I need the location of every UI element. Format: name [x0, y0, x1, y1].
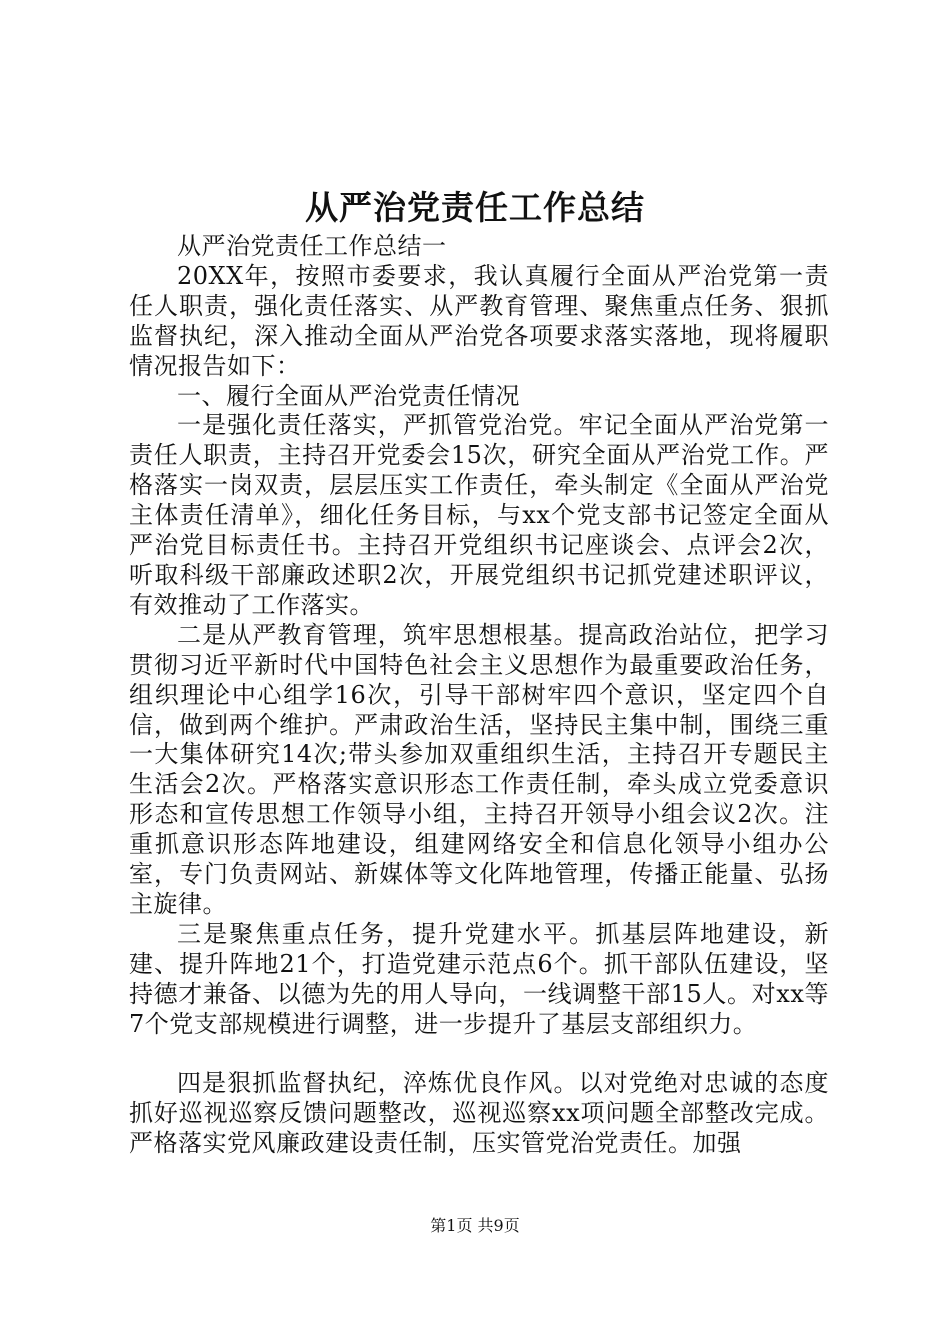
- paragraph-point-two: 二是从严教育管理，筑牢思想根基。提高政治站位，把学习贯彻习近平新时代中国特色社会主义思想作为最重要政治任务，组织理论中心组学16次，引导干部树牢四个意识，坚定四个自信，做到两个维护。严肃政治生活，坚持民主集中制，围绕三重一大集体研究14次;带头参加双重组织生活，主持召开专题民主生活会2次。严格落实意识形态工作责任制，牵头成立党委意识形态和宣传思想工作领导小组，主持召开领导小组会议2次。注重抓意识形态阵地建设，组建网络安全和信息化领导小组办公室，专门负责网站、新媒体等文化阵地管理，传播正能量、弘扬主旋律。: [129, 620, 829, 918]
- paragraph-point-four: 四是狠抓监督执纪，淬炼优良作风。以对党绝对忠诚的态度抓好巡视巡察反馈问题整改，巡视巡察xx项问题全部整改完成。严格落实党风廉政建设责任制，压实管党治党责任。加强: [129, 1069, 829, 1158]
- page-number-footer: 第1页 共9页: [430, 1216, 520, 1235]
- document-title: 从严治党责任工作总结: [305, 188, 645, 227]
- section-heading: 一、履行全面从严治党责任情况: [177, 381, 520, 410]
- paragraph-point-three: 三是聚焦重点任务，提升党建水平。抓基层阵地建设，新建、提升阵地21个，打造党建示范点6个。抓干部队伍建设，坚持德才兼备、以德为先的用人导向，一线调整干部15人。对xx等7个党支部规模进行调整，进一步提升了基层支部组织力。: [129, 919, 829, 1038]
- paragraph-point-one: 一是强化责任落实，严抓管党治党。牢记全面从严治党第一责任人职责，主持召开党委会15次，研究全面从严治党工作。严格落实一岗双责，层层压实工作责任，牵头制定《全面从严治党主体责任清单》，细化任务目标，与xx个党支部书记签定全面从严治党目标责任书。主持召开党组织书记座谈会、点评会2次，听取科级干部廉政述职2次，开展党组织书记抓党建述职评议，有效推动了工作落实。: [129, 411, 829, 619]
- document-body: [129, 232, 829, 1159]
- paragraph-subtitle: 从严治党责任工作总结一: [177, 232, 447, 260]
- paragraph-intro: 20XX年，按照市委要求，我认真履行全面从严治党第一责任人职责，强化责任落实、从严教育管理、聚焦重点任务、狠抓监督执纪，深入推动全面从严治党各项要求落实落地，现将履职情况报告如下：: [129, 261, 829, 380]
